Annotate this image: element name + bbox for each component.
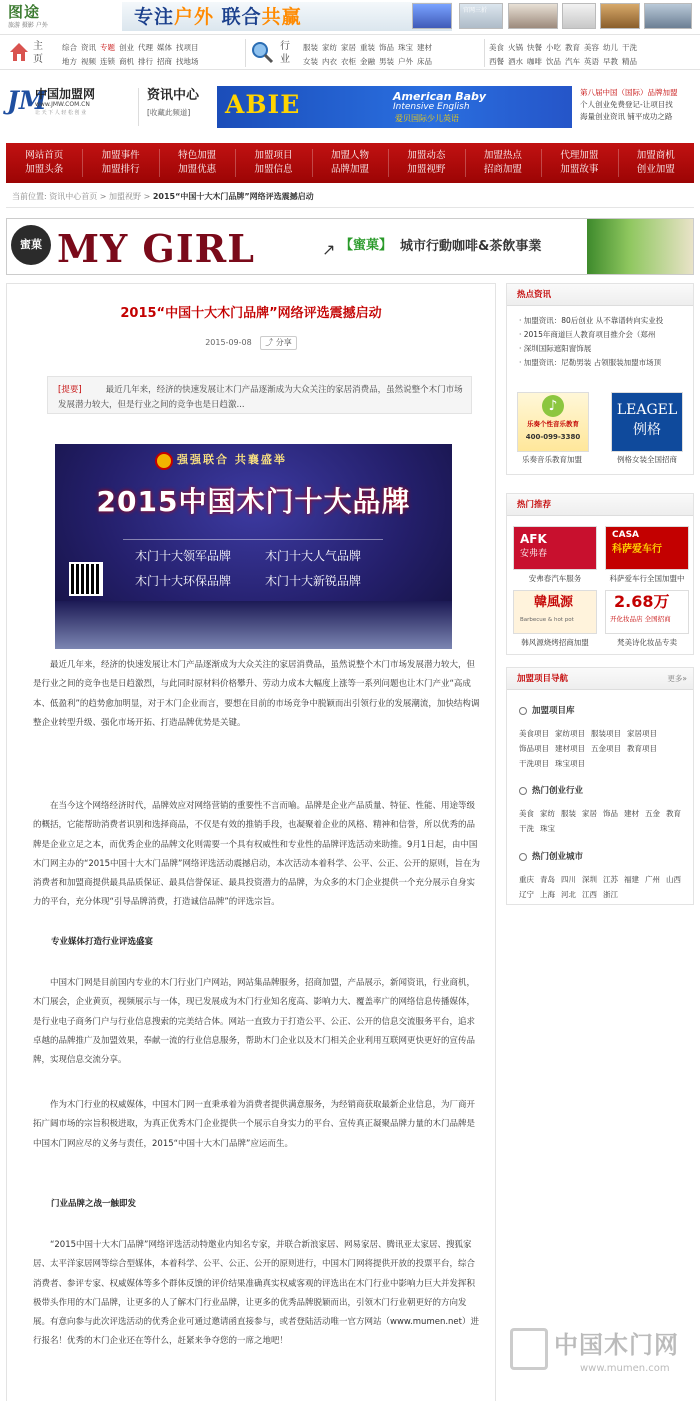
leyue-ad[interactable] [517, 392, 589, 452]
main-nav-link[interactable]: 加盟动态 [407, 150, 446, 161]
tag-link[interactable]: 山西 [666, 875, 681, 884]
summary-text: 最近几年来，经济的快速发展让木门产品逐渐成为大众关注的家居消费品，虽然说整个木门市场发展潜力较大，但是行业之间的竞争也是日趋激... [58, 385, 463, 410]
main-nav [6, 143, 694, 183]
hot-news-box [506, 283, 694, 475]
cat-link[interactable]: 小吃 [546, 43, 561, 52]
article-panel [6, 283, 496, 1401]
image-headline: 2015中国木门十大品牌 [96, 485, 411, 518]
ad-thumb-5[interactable] [600, 3, 640, 29]
mygirl-mk: 【蜜菓】 [340, 238, 393, 253]
cat-link[interactable]: 汽车 [565, 57, 580, 66]
divider [388, 149, 389, 177]
main-nav-link[interactable]: 代理加盟 [560, 150, 599, 161]
industry-tags [519, 806, 691, 836]
cat-link[interactable]: 招商 [157, 57, 172, 66]
expo-link[interactable]: 个人创业免费登记-让项目找 [580, 100, 673, 109]
main-nav-link[interactable]: 特色加盟 [178, 150, 217, 161]
cat-link[interactable]: 火锅 [508, 43, 523, 52]
section-heading: 专业媒体打造行业评选盛宴 [51, 937, 154, 947]
tag-link[interactable]: 家居项目 [627, 729, 657, 738]
cat-link[interactable]: 商机 [119, 57, 134, 66]
divider [82, 149, 83, 177]
main-nav-link[interactable]: 加盟项目 [254, 150, 293, 161]
share-icon: ⤴ [265, 338, 274, 347]
tag-link[interactable]: 服装项目 [591, 729, 621, 738]
hot-news-title: 热点资讯 [507, 284, 693, 306]
cat-link[interactable]: 精品 [622, 57, 637, 66]
cat-link[interactable]: 英语 [584, 57, 599, 66]
fanmeishi-caption[interactable]: 梵美诗化妆品专卖 [617, 638, 677, 647]
logo-name: 中国加盟网 [35, 87, 96, 101]
project-nav-title: 加盟项目导航 [517, 674, 569, 684]
category-row-4 [303, 55, 485, 69]
hot-news-list [507, 306, 693, 370]
logo-slogan: 让 天 下 人 轻 松 创 业 [35, 110, 87, 116]
tag-link[interactable]: 家居 [582, 809, 597, 818]
category-row-1 [62, 41, 242, 55]
watermark-url: www.mumen.com [580, 1363, 670, 1374]
tag-link[interactable]: 珠宝项目 [555, 759, 585, 768]
expo-link[interactable]: 第八届中国（国际）品牌加盟 [580, 88, 678, 97]
main-nav-link[interactable]: 加盟热点 [483, 150, 522, 161]
cat-link[interactable]: 建材 [417, 43, 432, 52]
site-header [0, 79, 700, 135]
main-nav-link[interactable]: 加盟信息 [254, 164, 293, 175]
city-skyline [55, 601, 452, 649]
more-link[interactable]: 更多» [667, 674, 687, 683]
divider [618, 149, 619, 177]
cat-link[interactable]: 珠宝 [398, 43, 413, 52]
image-slogan: 强强联合 共襄盛举 [177, 453, 287, 466]
breadcrumb-current: 2015“中国十大木门品牌”网络评选震撼启动 [152, 192, 314, 201]
category-group-food [489, 41, 697, 69]
hot-news-item[interactable]: · 加盟资讯：80后创业 从不靠谱转向实业投 [519, 316, 664, 325]
cat-link[interactable]: 幼儿 [603, 43, 618, 52]
divider [245, 39, 246, 67]
cat-link[interactable]: 资讯 [81, 43, 96, 52]
expo-links [580, 87, 695, 123]
outdoor-banner-text: 专注户外 联合共赢 [134, 6, 302, 28]
logo-url: www.JMW.COM.CN [35, 101, 90, 108]
door-icon [510, 1328, 548, 1370]
main-nav-link[interactable]: 加盟事件 [101, 150, 140, 161]
mygirl-slogan: 城市行動咖啡&茶飲事業 [400, 239, 542, 254]
divider [541, 149, 542, 177]
abie-en-1: American Baby [393, 90, 487, 103]
abie-banner[interactable] [217, 86, 572, 128]
home-icon[interactable] [9, 41, 29, 63]
breadcrumb [12, 192, 692, 202]
main-nav-column [544, 149, 614, 177]
article-meta [7, 336, 495, 350]
cat-link[interactable]: 女装 [303, 57, 318, 66]
divider [465, 149, 466, 177]
tag-link[interactable]: 江苏 [603, 875, 618, 884]
hanfengyuan-brand: 韓風源 [534, 595, 574, 610]
article-paragraph: 最近几年来，经济的快速发展让木门产品逐渐成为大众关注的家居消费品，虽然说整个木门市场发展潜力较大，但是行业之间的竞争也是日趋激烈，与此同时原材料价格攀升、劳动力成本大幅度上涨等一系列问题也让木门产业“高成本、低盈利”的趋势愈加明显，对于木门企业而言，要想在目前的市场竞争中脱颖而出引领行业的发展潮流，加快结构调整企业转型升级、强化市场开拓、打造品牌优势是关键。 [33, 660, 480, 728]
tag-link[interactable]: 江西 [582, 890, 597, 899]
tag-link[interactable]: 重庆 [519, 875, 534, 884]
leagel-brand: LEAGEL [616, 402, 678, 418]
cat-link[interactable]: 找项目 [176, 43, 199, 52]
tag-link[interactable]: 辽宁 [519, 890, 534, 899]
afk-cn: 安弗春 [520, 549, 548, 559]
tag-link[interactable]: 五金项目 [591, 744, 621, 753]
tag-link[interactable]: 广州 [645, 875, 660, 884]
cat-link[interactable]: 媒体 [157, 43, 172, 52]
main-nav-column [239, 149, 309, 177]
recommend-title: 热门推荐 [507, 494, 693, 516]
abie-cn: 爱贝国际少儿英语 [395, 114, 459, 123]
cat-link[interactable]: 服装 [303, 43, 318, 52]
hanfengyuan-en: Barbecue & hot pot [520, 617, 574, 623]
cat-link[interactable]: 咖啡 [527, 57, 542, 66]
leagel-caption[interactable]: 例格女装全国招商 [617, 455, 677, 464]
divider [484, 39, 485, 67]
tag-link[interactable]: 美食 [519, 809, 534, 818]
logo-mark: JM [7, 86, 47, 115]
casa-cn: 科萨爱车行 [612, 544, 662, 555]
cat-link[interactable]: 早教 [603, 57, 618, 66]
casa-brand: CASA [612, 530, 640, 540]
main-nav-link[interactable]: 加盟视野 [407, 164, 446, 175]
hot-news-item[interactable]: · 深圳国际遮阳窗饰展 [519, 344, 592, 353]
main-nav-link[interactable]: 加盟人物 [330, 150, 369, 161]
mumen-watermark [510, 1328, 700, 1383]
divider [235, 149, 236, 177]
leyue-phone: 400-099-3380 [525, 433, 581, 441]
category-row-5 [489, 41, 697, 55]
cat-link[interactable]: 美容 [584, 43, 599, 52]
tutu-logo-sub: 旅游 摄影 户外 [8, 22, 48, 29]
divider [6, 207, 694, 208]
main-nav-column [391, 149, 461, 177]
cat-link[interactable]: 综合 [62, 43, 77, 52]
tag-link[interactable]: 服装 [561, 809, 576, 818]
main-nav-link[interactable]: 品牌加盟 [330, 164, 369, 175]
tag-link[interactable]: 干洗 [519, 824, 534, 833]
article-summary [47, 376, 472, 414]
cat-link[interactable]: 代理 [138, 43, 153, 52]
leagel-ad[interactable] [611, 392, 683, 452]
category-nav [0, 34, 700, 70]
tag-link[interactable]: 深圳 [582, 875, 597, 884]
hanfengyuan-ad[interactable] [513, 590, 597, 634]
tutu-logo[interactable] [8, 3, 72, 30]
article-image [55, 444, 452, 649]
cat-link[interactable]: 重装 [360, 43, 375, 52]
divider [159, 149, 160, 177]
cat-link[interactable]: 连锁 [100, 57, 115, 66]
project-library-heading: 加盟项目库 [519, 706, 575, 717]
cat-link[interactable]: 视频 [81, 57, 96, 66]
category-group-industry [303, 41, 485, 69]
breadcrumb-path[interactable]: 当前位置: 资讯中心首页 > 加盟视野 > [12, 192, 153, 201]
cat-link[interactable]: 创业 [119, 43, 134, 52]
main-nav-column [86, 149, 156, 177]
music-note-icon: ♪ [542, 395, 564, 417]
afk-ad[interactable] [513, 526, 597, 570]
cafe-photo [587, 219, 693, 274]
ad-thumb-3[interactable] [508, 3, 558, 29]
fanmeishi-ad[interactable] [605, 590, 689, 634]
divider [312, 149, 313, 177]
tag-link[interactable]: 饰品项目 [519, 744, 549, 753]
main-nav-column [315, 149, 385, 177]
share-button[interactable] [260, 336, 297, 350]
main-nav-link[interactable]: 网站首页 [25, 150, 64, 161]
cat-link[interactable]: 衣柜 [341, 57, 356, 66]
article-date: 2015-09-08 [205, 338, 252, 347]
channel-box [138, 88, 210, 126]
cat-link[interactable]: 快餐 [527, 43, 542, 52]
hot-news-item[interactable]: · 2015年商道巨人教育项目推介会（郑州 [519, 330, 656, 339]
tag-link[interactable]: 河北 [561, 890, 576, 899]
mygirl-circle-logo: 蜜菓 [11, 225, 51, 265]
cat-link[interactable]: 家居 [341, 43, 356, 52]
tag-link[interactable]: 五金 [645, 809, 660, 818]
main-nav-link[interactable]: 加盟商机 [636, 150, 675, 161]
top-ad-strip [0, 0, 700, 33]
tag-link[interactable]: 饰品 [603, 809, 618, 818]
article-paragraph: “2015中国十大木门品牌”网络评选活动特邀业内知名专家，并联合新浪家居、网易家居、腾讯亚太家居、搜狐家居、太平洋家居网等综合型媒体，本着科学、公平、公正、公开的原则进行，中国木门网将提供开放的投票平台，综合消费者、参评专家、权威媒体等多个群体反馈的评价结果准确真实权威客观的评选出在木门行业中影响力巨大并发挥积极带头作用的木门品牌，让更多的人了解木门行业品牌，让更多的优秀品牌脱颖而出，引领木门行业朝更好的方向发展。有意向参与此次评选活动的优秀企业可通过邀请函直接参与，或者登陆活动唯一官方网站（www.mumen.net）进行报名！优秀的木门企业还在等什么，赶紧来争夺您的一席之地吧！ [33, 1240, 479, 1347]
divider [123, 539, 383, 540]
casa-ad[interactable] [605, 526, 689, 570]
cat-link[interactable]: 户外 [398, 57, 413, 66]
fanmeishi-price: 2.68万 [614, 592, 670, 611]
main-nav-link[interactable]: 加盟头条 [25, 164, 64, 175]
tag-link[interactable]: 家纺项目 [555, 729, 585, 738]
home-label[interactable]: 主页 [33, 41, 43, 65]
main-nav-link[interactable]: 加盟优惠 [178, 164, 217, 175]
cat-link[interactable]: 找地场 [176, 57, 199, 66]
leagel-cn: 例格 [633, 422, 661, 438]
cat-link[interactable]: 教育 [565, 43, 580, 52]
main-nav-link[interactable]: 招商加盟 [483, 164, 522, 175]
cat-link[interactable]: 饮品 [546, 57, 561, 66]
channel-title: 资讯中心 [147, 88, 200, 103]
tag-link[interactable]: 美食项目 [519, 729, 549, 738]
main-nav-link[interactable]: 加盟故事 [560, 164, 599, 175]
project-nav-header [507, 668, 693, 690]
ad-thumb-caption: 官网三折 [463, 7, 488, 14]
ad-thumb-1[interactable] [412, 3, 452, 29]
cat-link[interactable]: 内衣 [322, 57, 337, 66]
cat-link[interactable]: 西餐 [489, 57, 504, 66]
image-award: 木门十大人气品牌 [265, 549, 362, 563]
cat-link[interactable]: 酒水 [508, 57, 523, 66]
afk-caption[interactable]: 安弗春汽车服务 [528, 574, 582, 583]
watermark-name: 中国木门网 [554, 1331, 679, 1359]
industry-label[interactable]: 行业 [280, 41, 290, 65]
project-library-tags [519, 726, 691, 771]
hanfengyuan-caption[interactable]: 韩风源烧烤招商加盟 [521, 638, 589, 647]
category-group-general [62, 41, 242, 69]
industry-heading: 热门创业行业 [519, 786, 583, 797]
tag-link[interactable]: 干洗项目 [519, 759, 549, 768]
project-nav-box [506, 667, 694, 905]
fanmeishi-sub: 开化妆品店 全国招商 [610, 615, 671, 623]
city-tags [519, 872, 691, 902]
tag-link[interactable]: 四川 [561, 875, 576, 884]
main-nav-column [9, 149, 79, 177]
outdoor-banner[interactable] [122, 2, 452, 31]
section-heading: 门业品牌之战一触即发 [51, 1199, 137, 1209]
tag-link[interactable]: 上海 [540, 890, 555, 899]
main-nav-column [621, 149, 691, 177]
casa-caption[interactable]: 科萨爱车行全国加盟中 [609, 574, 685, 583]
category-row-2 [62, 55, 242, 69]
tag-link[interactable]: 青岛 [540, 875, 555, 884]
tag-link[interactable]: 建材项目 [555, 744, 585, 753]
article-title: 2015“中国十大木门品牌”网络评选震撼启动 [120, 306, 382, 321]
tag-link[interactable]: 珠宝 [540, 824, 555, 833]
cat-link[interactable]: 金融 [360, 57, 375, 66]
tag-link[interactable]: 教育项目 [627, 744, 657, 753]
mygirl-brand: MY GIRL [57, 226, 255, 271]
arrow-icon: ↗ [322, 240, 336, 259]
cat-link-active[interactable]: 专题 [100, 43, 115, 52]
cat-link[interactable]: 排行 [138, 57, 153, 66]
cat-link[interactable]: 男装 [379, 57, 394, 66]
abie-en-2: Intensive English [393, 102, 470, 112]
article-paragraph: 作为木门行业的权威媒体，中国木门网一直秉承着为消费者提供满意服务，为经销商获取最新企业信息，为厂商开拓广阔市场的宗旨积极进取，为真正优秀木门企业提供一个展示自身实力的平台、宣传真正凝聚品牌力量的木门品牌是中国木门网应尽的义务与责任，2015“中国十大木门品牌”应运而生。 [33, 1100, 476, 1149]
emblem-icon [155, 452, 173, 470]
afk-brand: AFK [520, 532, 547, 546]
cat-link[interactable]: 家纺 [322, 43, 337, 52]
city-heading: 热门创业城市 [519, 852, 583, 863]
qr-code [69, 562, 103, 596]
article-paragraph: 中国木门网是目前国内专业的木门行业门户网站，网站集品牌服务，招商加盟，产品展示，新闻资讯，行业商机，木门展会，企业黄页，视频展示与一体，现已发展成为木门行业知名度高、影响力大、覆盖率广的网络信息传播媒体，是行业电子商务门户与行业信息搜索的完美结合体。网站一直致力于打造公平、公正、公开的信息交流服务平台，追求卓越的品牌推广及加盟效果，奉献一流的行业信息服务，帮助木门企业以及木门相关企业利用互联网更快更好的宣传品牌，实现信息交流分享。 [33, 978, 476, 1066]
cat-link[interactable]: 饰品 [379, 43, 394, 52]
category-row-3 [303, 41, 485, 55]
main-nav-link[interactable]: 加盟排行 [101, 164, 140, 175]
tag-link[interactable]: 建材 [624, 809, 639, 818]
cat-link[interactable]: 地方 [62, 57, 77, 66]
hot-news-item[interactable]: · 加盟资讯：尼勒男装 占领服装加盟市场顶 [519, 358, 662, 367]
site-logo[interactable] [7, 85, 135, 121]
tag-link[interactable]: 福建 [624, 875, 639, 884]
recommend-box [506, 493, 694, 655]
ad-thumb-2[interactable] [459, 3, 503, 29]
main-nav-column [162, 149, 232, 177]
leyue-caption[interactable]: 乐奏音乐教育加盟 [522, 455, 582, 464]
image-award: 木门十大新锐品牌 [265, 574, 362, 588]
category-row-6 [489, 55, 697, 69]
tag-link[interactable]: 浙江 [603, 890, 618, 899]
magnifier-icon[interactable] [250, 40, 274, 64]
tag-link[interactable]: 家纺 [540, 809, 555, 818]
image-award: 木门十大领军品牌 [135, 549, 232, 563]
summary-label: [提要] [58, 385, 82, 395]
leyue-brand: 乐奏个性音乐教育 [527, 420, 579, 428]
tag-link[interactable]: 教育 [666, 809, 681, 818]
main-nav-column [468, 149, 538, 177]
share-label: 分享 [275, 338, 292, 347]
bookmark-channel-link[interactable]: [收藏此频道] [147, 107, 191, 117]
main-nav-link[interactable]: 创业加盟 [636, 164, 675, 175]
tutu-logo-text: 图途 [8, 3, 41, 21]
ad-thumb-6[interactable] [644, 3, 692, 29]
abie-logo: ABIE [225, 90, 301, 119]
cat-link[interactable]: 床品 [417, 57, 432, 66]
article-paragraph: 在当今这个网络经济时代，品牌效应对网络营销的重要性不言而喻。品牌是企业产品质量、特征、性能、用途等级的概括，它能帮助消费者识别和选择商品，不仅是有效的推销手段，也凝聚着企业的风格、精神和信誉，所以优秀的品牌是企业立足之本，而优秀企业的品牌文化则需要一个具有权威性和专业性的品牌评选活动来助推。9月1日起，由中国木门网主办的“2015中国十大木门品牌”网络评选活动震撼启动，本次活动本着科学、公平、公正、公开的原则，旨在为消费者和加盟商提供最具品质保证、最具信誉保证、最具投资潜力的品牌，为众多的木门企业提供一个充分展示自身实力的平台，充分体现“引导品牌消费，打造诚信品牌”的评选宗旨。 [33, 801, 480, 908]
ad-thumb-4[interactable] [562, 3, 596, 29]
expo-link[interactable]: 海量创业资讯 铺平成功之路 [580, 112, 673, 121]
image-award: 木门十大环保品牌 [135, 574, 232, 588]
mygirl-banner[interactable] [6, 218, 694, 275]
cat-link[interactable]: 干洗 [622, 43, 637, 52]
cat-link[interactable]: 美食 [489, 43, 504, 52]
